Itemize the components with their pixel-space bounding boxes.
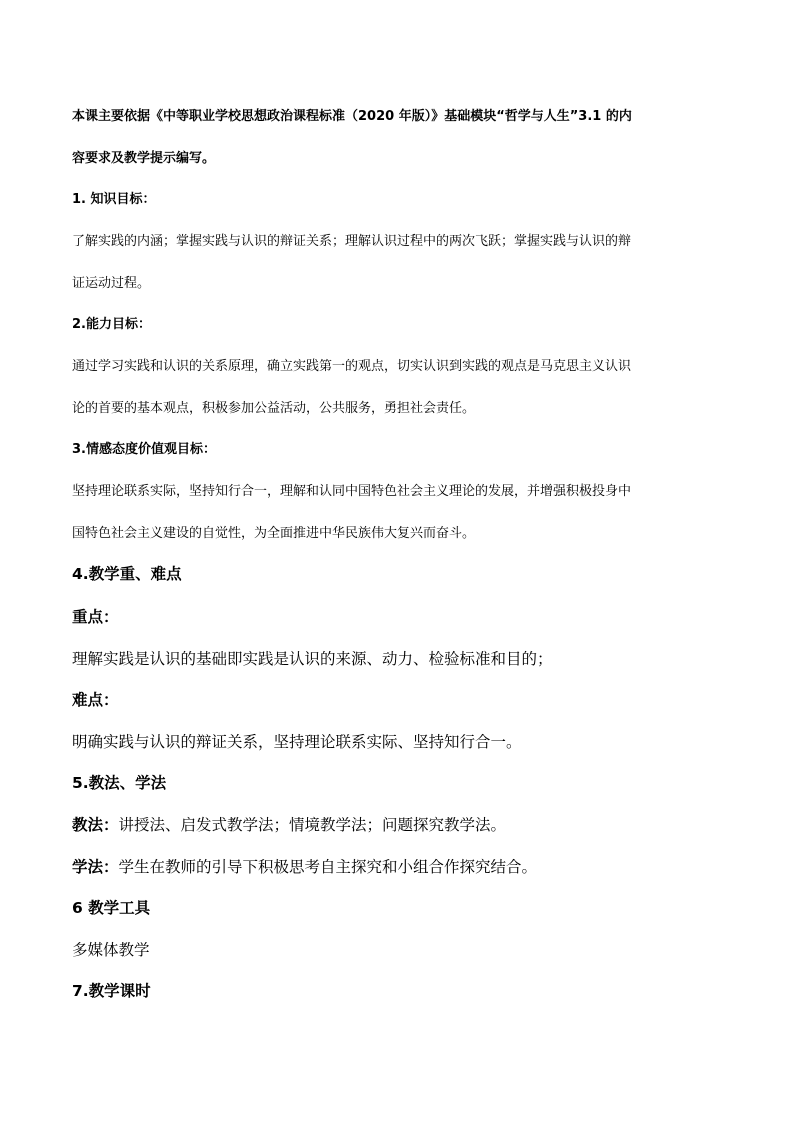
knowledge-goals-line-2: 证运动过程。 bbox=[72, 276, 151, 291]
difficulty-text: 明确实践与认识的辩证关系，坚持理论联系实际、坚持知行合一。 bbox=[72, 733, 522, 751]
emotion-goals-heading: 3.情感态度价值观目标： bbox=[72, 442, 216, 457]
difficulty-label: 难点： bbox=[72, 691, 119, 709]
methods-heading: 5.教法、学法 bbox=[72, 774, 167, 792]
teaching-method-text: 讲授法、启发式教学法；情境教学法；问题探究教学法。 bbox=[118, 816, 507, 834]
key-point-label: 重点： bbox=[72, 608, 119, 626]
emotion-goals-line-1: 坚持理论联系实际，坚持知行合一，理解和认同中国特色社会主义理论的发展，并增强积极投身中 bbox=[72, 484, 632, 499]
intro-line-1: 本课主要依据《中等职业学校思想政治课程标准（2020 年版）》基础模块“哲学与人生”3.1 的内 bbox=[72, 109, 632, 124]
focus-heading: 4.教学重、难点 bbox=[72, 565, 182, 583]
teaching-method-paragraph bbox=[72, 818, 506, 834]
learning-method-paragraph bbox=[72, 860, 537, 876]
knowledge-goals-line-1: 了解实践的内涵；掌握实践与认识的辩证关系；理解认识过程中的两次飞跃；掌握实践与认识的辩 bbox=[72, 234, 632, 249]
emotion-goals-line-2: 国特色社会主义建设的自觉性，为全面推进中华民族伟大复兴而奋斗。 bbox=[72, 526, 476, 541]
ability-goals-line-2: 论的首要的基本观点，积极参加公益活动，公共服务，勇担社会责任。 bbox=[72, 401, 476, 416]
tools-text: 多媒体教学 bbox=[72, 941, 150, 959]
learning-method-label: 学法： bbox=[72, 858, 119, 876]
ability-goals-heading: 2.能力目标： bbox=[72, 317, 151, 332]
class-hours-heading: 7.教学课时 bbox=[72, 982, 151, 1000]
knowledge-goals-heading: 1. 知识目标： bbox=[72, 192, 156, 207]
learning-method-text: 学生在教师的引导下积极思考自主探究和小组合作探究结合。 bbox=[118, 858, 538, 876]
teaching-method-label: 教法： bbox=[72, 816, 119, 834]
ability-goals-line-1: 通过学习实践和认识的关系原理，确立实践第一的观点，切实认识到实践的观点是马克思主义认识 bbox=[72, 359, 632, 374]
tools-heading: 6 教学工具 bbox=[72, 899, 151, 917]
key-point-text: 理解实践是认识的基础即实践是认识的来源、动力、检验标准和目的； bbox=[72, 650, 553, 668]
intro-line-2: 容要求及教学提示编写。 bbox=[72, 151, 216, 166]
